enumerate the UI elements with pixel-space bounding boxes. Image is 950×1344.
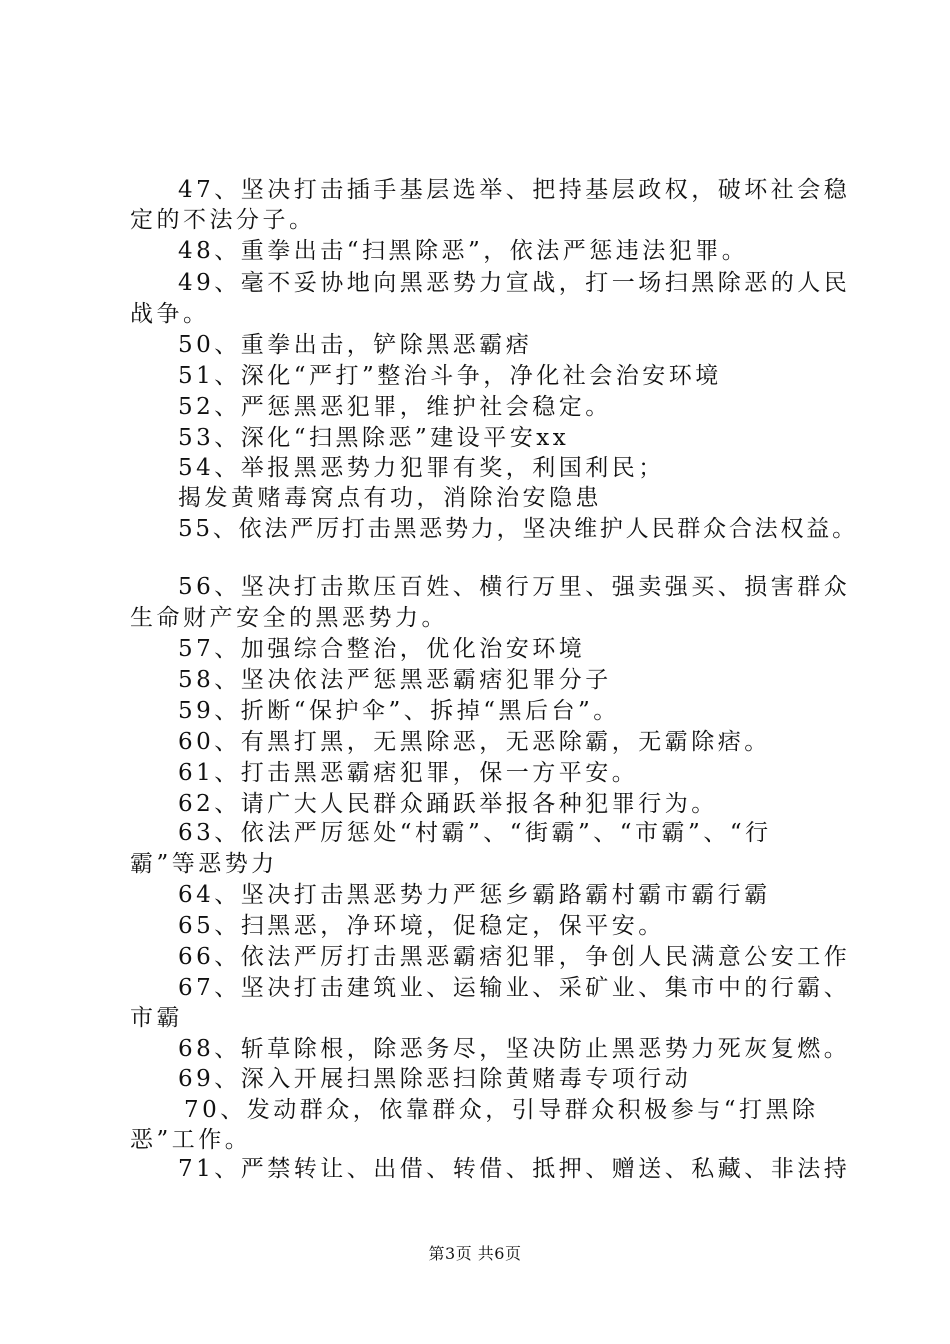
text-line: 霸”等恶势力 xyxy=(130,851,278,877)
text-line: 51、深化“严打”整治斗争，净化社会治安环境 xyxy=(178,363,722,389)
text-line: 定的不法分子。 xyxy=(130,207,316,233)
text-line: 62、请广大人民群众踊跃举报各种犯罪行为。 xyxy=(178,791,718,817)
text-line: 52、严惩黑恶犯罪，维护社会稳定。 xyxy=(178,394,612,420)
text-line: 54、举报黑恶势力犯罪有奖，利国利民； xyxy=(178,455,665,481)
text-line: 50、重拳出击，铲除黑恶霸痞 xyxy=(178,332,533,358)
text-line: 恶”工作。 xyxy=(130,1127,252,1153)
page-number-footer: 第3页 共6页 xyxy=(428,1244,522,1263)
text-line: 揭发黄赌毒窝点有功，消除治安隐患 xyxy=(178,485,602,511)
text-line: 49、毫不妥协地向黑恶势力宣战，打一场扫黑除恶的人民 xyxy=(178,270,851,296)
text-line: 61、打击黑恶霸痞犯罪，保一方平安。 xyxy=(178,760,639,786)
text-line: 59、折断“保护伞”、拆掉“黑后台”。 xyxy=(178,698,620,724)
text-line: 56、坚决打击欺压百姓、横行万里、强卖强买、损害群众 xyxy=(178,574,851,600)
text-line: 69、深入开展扫黑除恶扫除黄赌毒专项行动 xyxy=(178,1066,692,1092)
text-line: 生命财产安全的黑恶势力。 xyxy=(130,605,448,631)
text-line: 47、坚决打击插手基层选举、把持基层政权，破坏社会稳 xyxy=(178,177,851,203)
text-line: 65、扫黑恶，净环境，促稳定，保平安。 xyxy=(178,913,665,939)
text-line: 66、依法严厉打击黑恶霸痞犯罪，争创人民满意公安工作 xyxy=(178,944,851,970)
text-line: 67、坚决打击建筑业、运输业、采矿业、集市中的行霸、 xyxy=(178,975,851,1001)
text-line: 68、斩草除根，除恶务尽，坚决防止黑恶势力死灰复燃。 xyxy=(178,1036,851,1062)
text-line: 53、深化“扫黑除恶”建设平安xx xyxy=(178,425,570,451)
text-line: 60、有黑打黑，无黑除恶，无恶除霸，无霸除痞。 xyxy=(178,729,771,755)
text-line: 57、加强综合整治，优化治安环境 xyxy=(178,636,586,662)
text-line: 战争。 xyxy=(130,301,210,327)
text-line: 55、依法严厉打击黑恶势力，坚决维护人民群众合法权益。 xyxy=(178,516,858,542)
text-line: 64、坚决打击黑恶势力严惩乡霸路霸村霸市霸行霸 xyxy=(178,882,771,908)
text-line: 市霸 xyxy=(130,1005,183,1031)
text-line: 58、坚决依法严惩黑恶霸痞犯罪分子 xyxy=(178,667,612,693)
text-line: 70、发动群众，依靠群众，引导群众积极参与“打黑除 xyxy=(184,1097,819,1123)
text-line: 71、严禁转让、出借、转借、抵押、赠送、私藏、非法持 xyxy=(178,1156,851,1182)
text-line: 48、重拳出击“扫黑除恶”，依法严惩违法犯罪。 xyxy=(178,238,749,264)
text-line: 63、依法严厉惩处“村霸”、“街霸”、“市霸”、“行 xyxy=(178,820,772,846)
